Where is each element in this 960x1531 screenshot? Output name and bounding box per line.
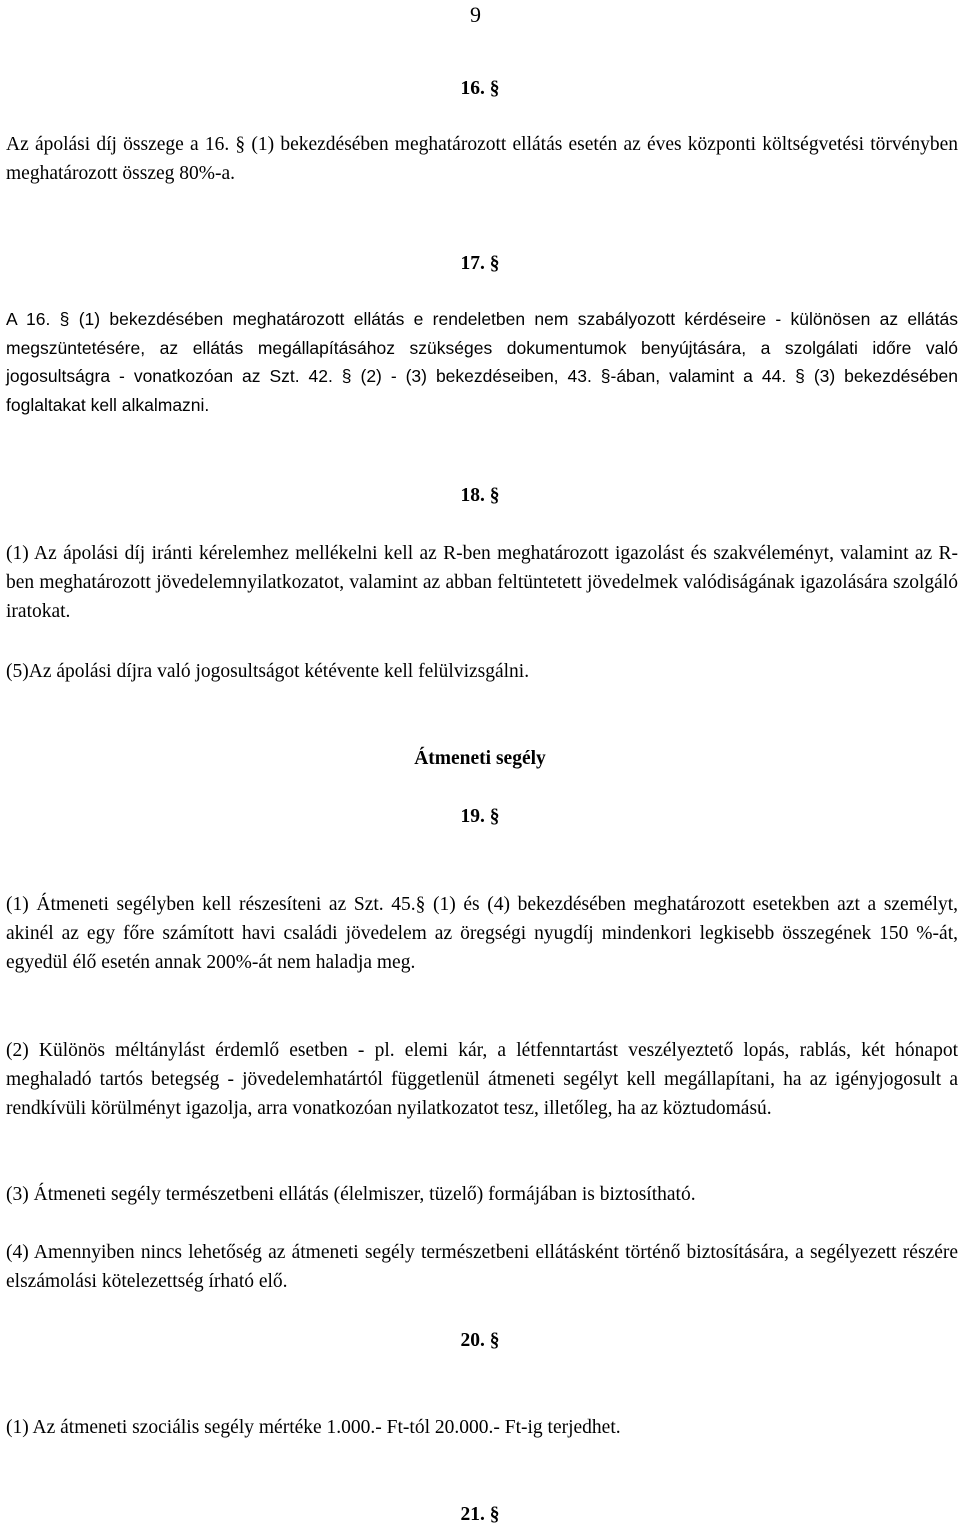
section-heading-19: 19. § (460, 806, 500, 827)
paragraph-18-1: (1) Az ápolási díj iránti kérelemhez mellékelni kell az R-ben meghatározott igazolást és szakvéleményt, valamint az R-ben meghatározott jövedelemnyilatkozatot, valamint az abban feltüntetett jövedelmek valódiságának igazolására szolgáló iratokat. (6, 543, 958, 622)
paragraph-18-5: (5)Az ápolási díjra való jogosultságot kétévente kell felülvizsgálni. (6, 661, 530, 682)
paragraph-19-2: (2) Különös méltánylást érdemlő esetben - pl. elemi kár, a létfenntartást veszélyeztető lopás, rablás, két hónapot meghaladó tartós betegség - jövedelemhatártól függetlenül átmeneti segélyt kell megállapítani, ha az igényjogosult a rendkívüli körülményt igazolja, arra vonatkozóan nyilatkozatot tesz, illetőleg, ha az köztudomású. (6, 1040, 958, 1119)
paragraph-16: Az ápolási díj összege a 16. § (1) bekezdésében meghatározott ellátás esetén az éves központi költségvetési törvényben meghatározott összeg 80%-a. (6, 134, 958, 184)
paragraph-19-1: (1) Átmeneti segélyben kell részesíteni az Szt. 45.§ (1) és (4) bekezdésében meghatározott esetekben azt a személyt, akinél az egy főre számított havi családi jövedelem az öregségi nyugdíj mindenkori legkisebb összegének 150 %-át, egyedül élő esetén annak 200%-át nem haladja meg. (6, 894, 958, 973)
section-heading-17: 17. § (460, 253, 500, 274)
paragraph-20-1: (1) Az átmeneti szociális segély mértéke 1.000.- Ft-tól 20.000.- Ft-ig terjedhet. (6, 1417, 621, 1438)
section-heading-18: 18. § (460, 485, 500, 506)
chapter-title: Átmeneti segély (414, 748, 546, 769)
section-heading-16: 16. § (460, 78, 500, 99)
page-number: 9 (470, 2, 481, 27)
section-heading-20: 20. § (460, 1330, 500, 1351)
paragraph-17: A 16. § (1) bekezdésében meghatározott ellátás e rendeletben nem szabályozott kérdéseire - különösen az ellátás megszüntetésére, az ellátás megállapításához szükséges dokumentumok benyújtására, a szolgálati időre való jogosultságra - vonatkozóan az Szt. 42. § (2) - (3) bekezdéseiben, 43. §-ában, valamint a 44. § (3) bekezdésében foglaltakat kell alkalmazni. (6, 309, 958, 415)
paragraph-19-3: (3) Átmeneti segély természetbeni ellátás (élelmiszer, tüzelő) formájában is biztosítható. (6, 1184, 696, 1205)
paragraph-19-4: (4) Amennyiben nincs lehetőség az átmeneti segély természetbeni ellátásként történő biztosítására, a segélyezett részére elszámolási kötelezettség írható elő. (6, 1242, 958, 1292)
section-heading-21: 21. § (460, 1504, 500, 1525)
